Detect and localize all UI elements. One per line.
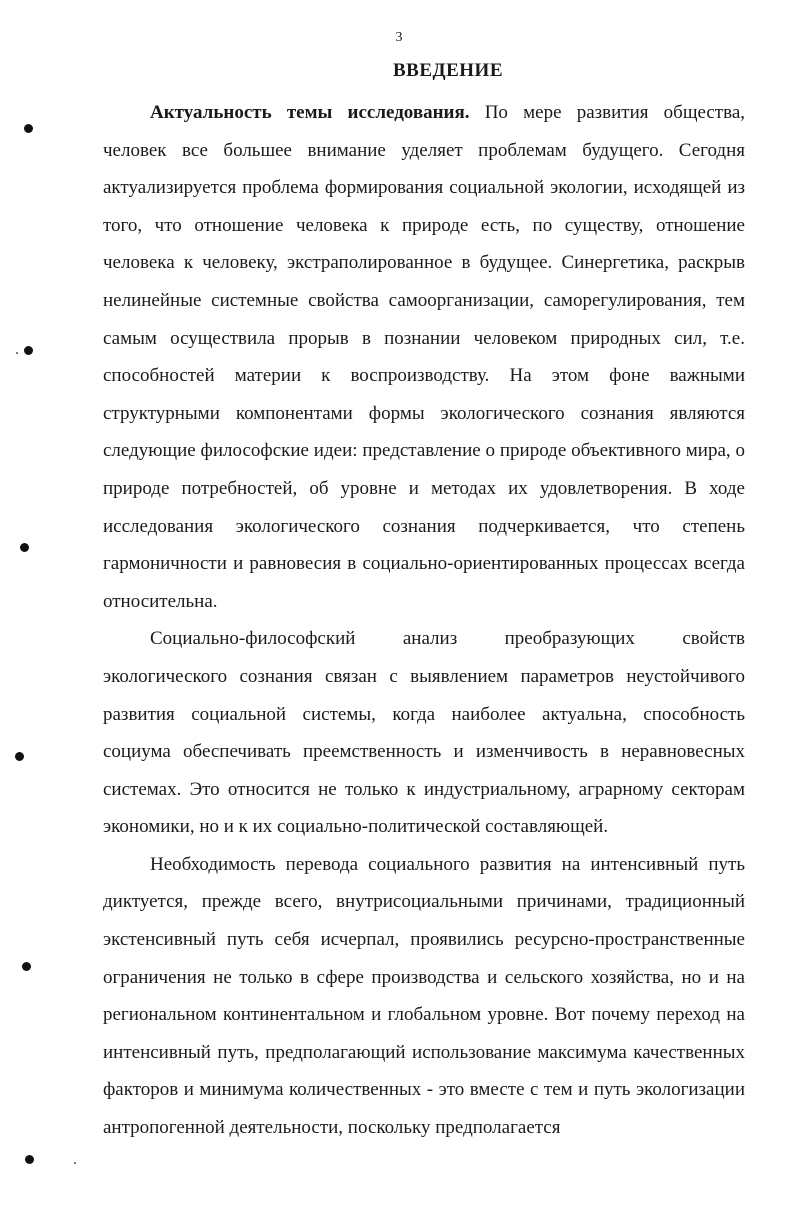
punch-hole-mark bbox=[24, 346, 33, 355]
body-text bbox=[103, 94, 745, 1147]
punch-hole-mark bbox=[24, 124, 33, 133]
punch-hole-mark bbox=[20, 543, 29, 552]
scan-speck bbox=[74, 1162, 76, 1164]
paragraph-1-lead: Актуальность темы исследования. bbox=[150, 102, 470, 123]
paragraph-3: Необходимость перевода социального развития на интенсивный путь диктуется, прежде всего, внутрисоциальными причинами, традиционный экстенсивный путь себя исчерпал, проявились ресурсно-пространственные ограничения не только в сфере производства и сельского хозяйства, но и на региональном континентальном и глобальном уровне. Вот почему переход на интенсивный путь, предполагающий использование максимума качественных факторов и минимума количественных - это вместе с тем и путь экологизации антропогенной деятельности, поскольку предполагается bbox=[103, 853, 745, 1139]
punch-hole-mark bbox=[15, 752, 24, 761]
section-heading: ВВЕДЕНИЕ bbox=[393, 60, 503, 81]
punch-hole-mark bbox=[22, 962, 31, 971]
page-number: 3 bbox=[395, 30, 403, 45]
paragraph-2: Социально-философский анализ преобразующих свойств экологического сознания связан с выявлением параметров неустойчивого развития социальной системы, когда наиболее актуальна, способность социума обеспечивать преемственность и изменчивость в неравновесных системах. Это относится не только к индустриальному, аграрному секторам экономики, но и к их социально-политической составляющей. bbox=[103, 628, 745, 838]
paragraph-1 bbox=[103, 94, 745, 620]
punch-hole-mark bbox=[25, 1155, 34, 1164]
scan-speck bbox=[16, 352, 18, 354]
paragraph-1-text: По мере развития общества, человек все большее внимание уделяет проблемам будущего. Сегодня актуализируется проблема формирования социальной экологии, исходящей из того, что отношение человека к природе есть, по существу, отношение человека к человеку, экстраполированное в будущее. Синергетика, раскрыв нелинейные системные свойства самоорганизации, саморегулирования, тем самым осуществила прорыв в познании человеком природных сил, т.е. способностей материи к воспроизводству. На этом фоне важными структурными компонентами формы экологического сознания являются следующие философские идеи: представление о природе объективного мира, о природе потребностей, об уровне и методах их удовлетворения. В ходе исследования экологического сознания подчеркивается, что степень гармоничности и равновесия в социально-ориентированных процессах всегда относительна. bbox=[103, 102, 746, 612]
